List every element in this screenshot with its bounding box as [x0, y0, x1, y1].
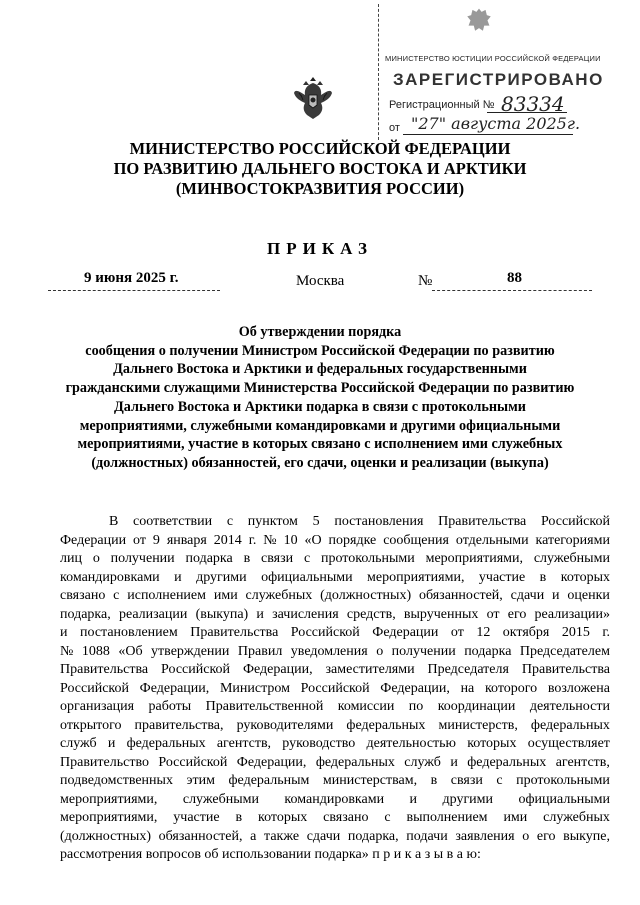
number-label: №: [418, 273, 433, 289]
body-line: рассмотрения вопросов об использовании подарка» п р и к а з ы в а ю:: [60, 847, 481, 862]
body-line: организация работы Правительственной комиссии по координации деятельности: [60, 699, 610, 714]
body-line: Российской Федерации, Министром Российской Федерации, на которого возложена: [60, 680, 610, 696]
number-underline: [432, 290, 592, 291]
body-line: № 1088 «Об утверждении Правил уведомления о получении подарка Председателем: [60, 643, 610, 659]
body-line: командировками и другими официальными мероприятиями, участие в которых: [60, 569, 610, 585]
subject-line: (должностных) обязанностей, его сдачи, оценки и реализации (выкупа): [91, 454, 549, 471]
stamp-reg-number: 83334: [501, 92, 565, 116]
subject-line: Дальнего Востока и Арктики подарка в связи с протокольными: [114, 398, 526, 415]
stamp-underline: [403, 134, 573, 135]
body-line: Правительство Российской Федерации, федеральных служб и федеральных агентств,: [60, 754, 610, 770]
order-city: Москва: [296, 273, 345, 289]
small-emblem-icon: [465, 6, 493, 36]
stamp-ministry: МИНИСТЕРСТВО ЮСТИЦИИ РОССИЙСКОЙ ФЕДЕРАЦИИ: [385, 54, 601, 63]
subject-line: мероприятиями, служебными командировками и другими официальными: [79, 417, 561, 434]
body-line: подарка, реализации (выкупа) и зачисления средств, вырученных от его реализации»: [60, 606, 610, 622]
body-line: лиц о получении подарка в связи с протокольными мероприятиями, служебными: [60, 551, 610, 566]
stamp-registered: ЗАРЕГИСТРИРОВАНО: [393, 70, 604, 89]
subject-line: Об утверждении порядка: [238, 324, 402, 340]
order-date: 9 июня 2025 г.: [84, 270, 179, 286]
body-line: служб и федеральных агентств, руководство деятельностью которых осуществляет: [60, 736, 610, 751]
stamp-date-prefix: от: [389, 122, 400, 134]
body-line: В соответствии с пунктом 5 постановления Правительства Российской: [109, 514, 610, 529]
body-line: мероприятиями, служебными командировками и другими официальными: [60, 791, 610, 807]
subject-line: мероприятиями, участие в которых связано с исполнением ими служебных: [77, 436, 563, 453]
coat-of-arms-icon: [293, 75, 333, 121]
stamp-reg-date: "27" августа 2025г.: [411, 114, 581, 133]
body-line: Правительства Российской Федерации, заместителями Председателя Правительства: [60, 662, 610, 677]
subject-line: Дальнего Востока и Арктики и федеральных государственными: [113, 361, 527, 378]
body-line: открытого правительства, руководителями федеральных министерств, федеральных: [60, 717, 610, 733]
subject-line: гражданскими служащими Министерства Российской Федерации по развитию: [65, 380, 575, 397]
body-line: подведомственных этим федеральным министерствам, в связи с протокольными: [60, 773, 610, 788]
body-line: Федерации от 9 января 2014 г. № 10 «О порядке сообщения отдельными категориями: [60, 532, 610, 548]
order-subject: [0, 323, 640, 473]
ministry-name-line1: МИНИСТЕРСТВО РОССИЙСКОЙ ФЕДЕРАЦИИ: [129, 139, 511, 158]
document-type: ПРИКАЗ: [267, 239, 373, 258]
registration-stamp: [378, 4, 604, 140]
body-line: мероприятиями, участие в которых связано с выполнением ими служебных: [60, 810, 610, 825]
ministry-short-name: (МИНВОСТОКРАЗВИТИЯ РОССИИ): [175, 179, 465, 198]
subject-line: сообщения о получении Министром Российской Федерации по развитию: [85, 342, 555, 359]
order-body: [60, 513, 610, 865]
body-line: связано с исполнением ими служебных (должностных) обязанностей, сдачи и оценки: [60, 588, 610, 603]
body-line: и постановлением Правительства Российской Федерации от 12 октября 2015 г.: [60, 625, 610, 640]
body-line: (должностных) обязанностей, а также сдачи подарка, подачи заявления о его выкупе,: [60, 828, 610, 844]
date-underline: [48, 290, 220, 291]
ministry-name-line2: ПО РАЗВИТИЮ ДАЛЬНЕГО ВОСТОКА И АРКТИКИ: [113, 159, 527, 178]
stamp-reg-label: Регистрационный №: [389, 99, 495, 111]
stamp-underline: [487, 112, 567, 113]
order-number: 88: [507, 270, 522, 286]
